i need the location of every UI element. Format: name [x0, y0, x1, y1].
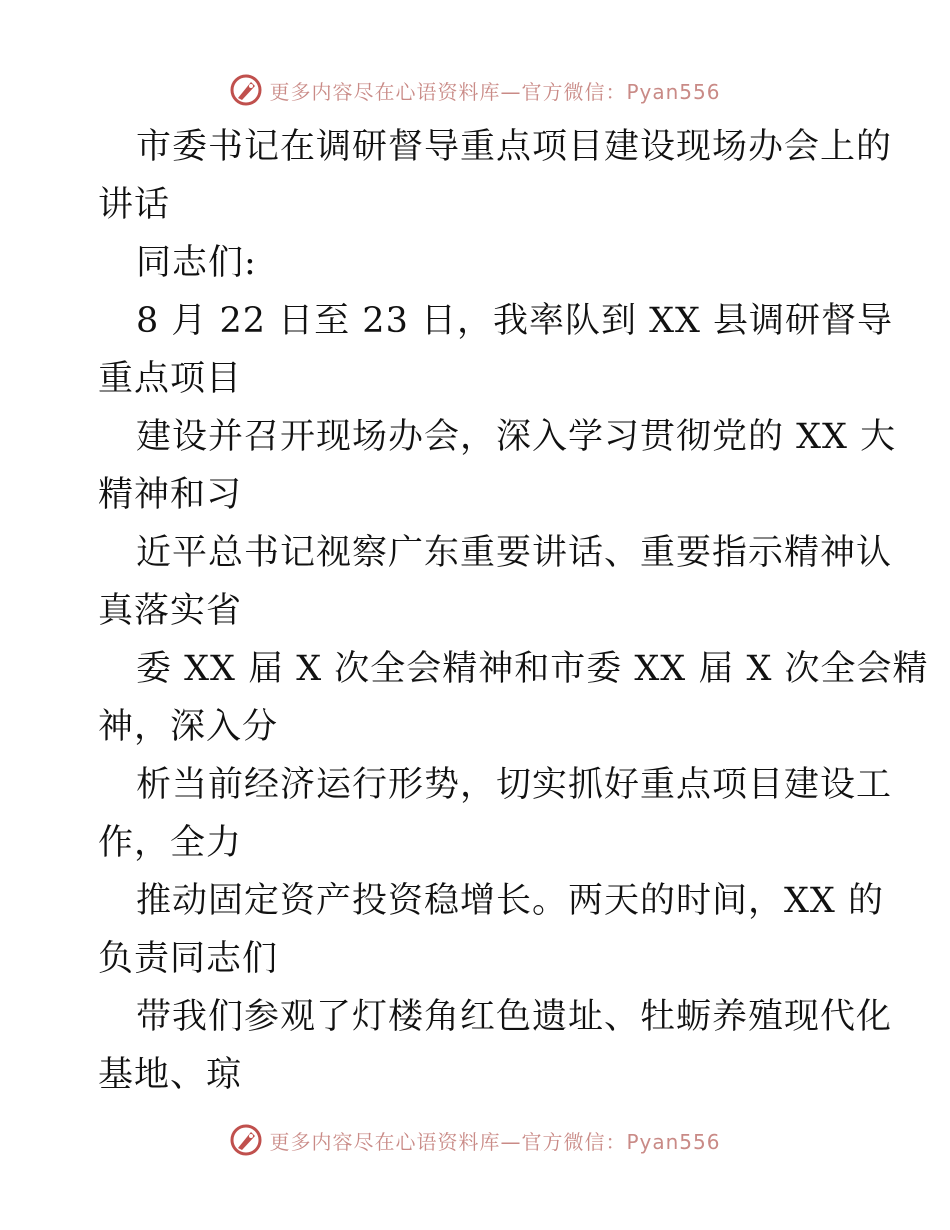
body-line: 作，全力 [98, 823, 243, 863]
body-line: 推动固定资产投资稳增长。两天的时间，XX 的 [136, 881, 884, 921]
salutation: 同志们: [136, 243, 257, 283]
body-line: 神，深入分 [98, 707, 279, 747]
body-line: 8 月 22 日至 23 日，我率队到 XX 县调研督导 [136, 301, 894, 341]
pen-nib-logo-icon [229, 1123, 263, 1157]
footer-banner [0, 1120, 950, 1160]
body-line: 析当前经济运行形势，切实抓好重点项目建设工 [136, 765, 893, 805]
body-line: 负责同志们 [98, 939, 279, 979]
body-line: 重点项目 [98, 359, 243, 399]
header-banner [0, 70, 950, 110]
header-banner-text: 更多内容尽在心语资料库—官方微信：Pyan556 [269, 79, 721, 104]
body-line: 近平总书记视察广东重要讲话、重要指示精神认 [136, 533, 893, 573]
document-body [98, 118, 929, 1104]
footer-banner-text: 更多内容尽在心语资料库—官方微信：Pyan556 [269, 1129, 721, 1154]
pen-nib-logo-icon [229, 73, 263, 107]
body-line: 委 XX 届 X 次全会精神和市委 XX 届 X 次全会精 [136, 649, 929, 689]
body-line: 基地、琼 [98, 1055, 243, 1095]
body-line: 带我们参观了灯楼角红色遗址、牡蛎养殖现代化 [136, 997, 893, 1037]
body-line: 精神和习 [98, 475, 243, 515]
document-title-line-2: 讲话 [98, 185, 171, 225]
body-line: 建设并召开现场办会，深入学习贯彻党的 XX 大 [136, 417, 897, 457]
document-title-line-1: 市委书记在调研督导重点项目建设现场办会上的 [136, 127, 893, 167]
body-line: 真落实省 [98, 591, 243, 631]
